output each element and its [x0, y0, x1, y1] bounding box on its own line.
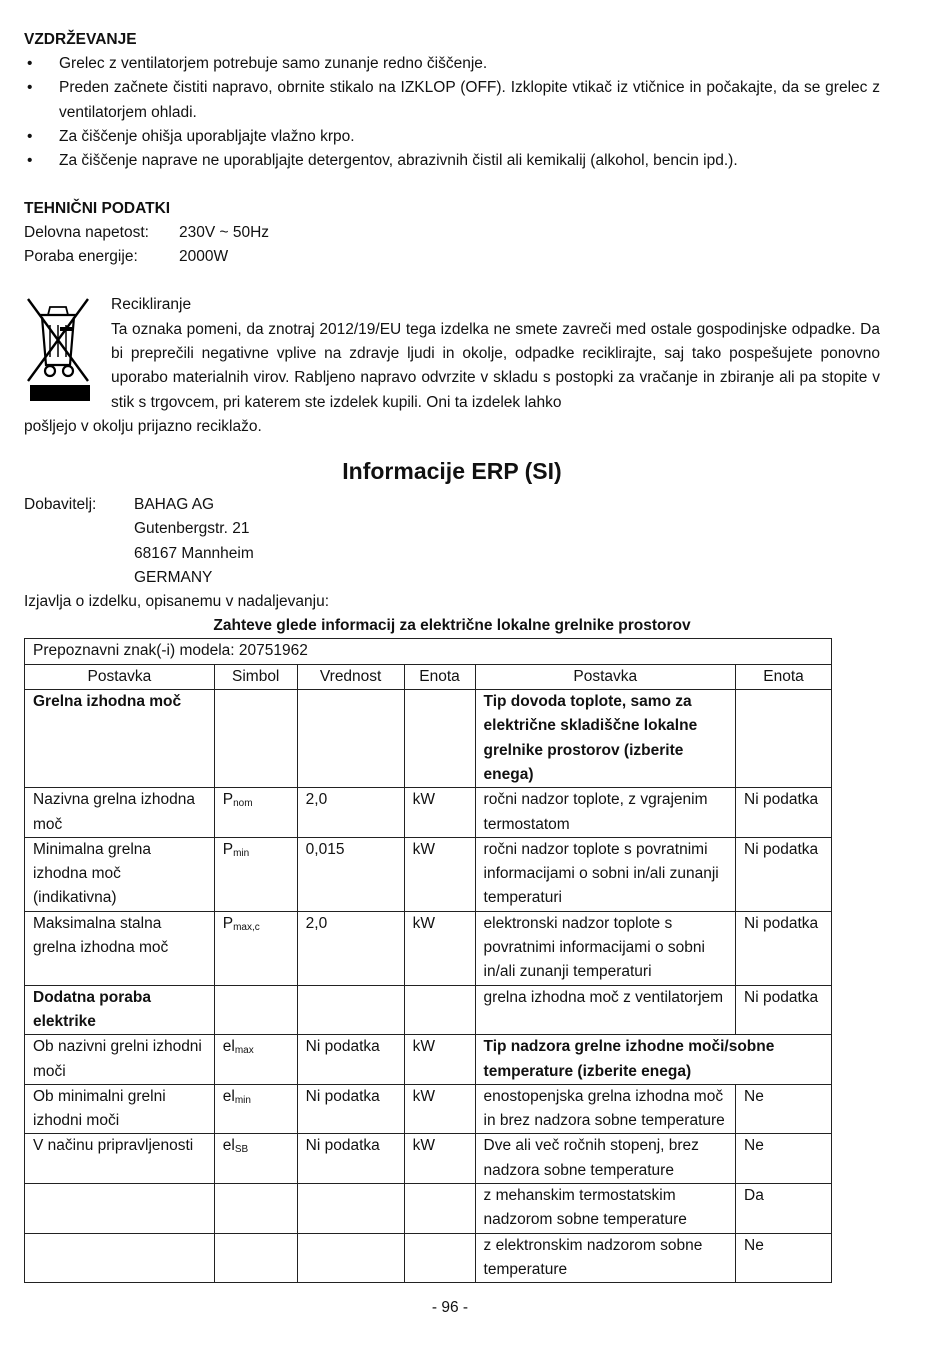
cell-unit-text: kW [412, 1038, 435, 1056]
cell-symbol [214, 788, 297, 838]
table-row [25, 985, 832, 1035]
cell-item [25, 1035, 215, 1085]
cell-value [297, 690, 404, 788]
cell-item-text: V načinu pripravljenosti [33, 1137, 194, 1155]
bullet-icon: • [27, 79, 33, 97]
cell-symbol [214, 1084, 297, 1134]
list-item-text: Preden začnete čistiti napravo, obrnite stikalo na IZKLOP (OFF). Izklopite vtikač iz vtičnice in počakajte, da se grelec z ventilatorjem ohladi. [59, 79, 880, 121]
cell-item [25, 911, 215, 985]
cell-value-text: Ni podatka [305, 1137, 380, 1155]
cell-unit-text: kW [412, 1087, 435, 1105]
cell-unit2 [736, 837, 832, 911]
symbol-subscript: min [234, 1094, 251, 1106]
cell-item2 [475, 837, 736, 911]
supplier-street: Gutenbergstr. 21 [134, 520, 250, 538]
recycling-title: Recikliranje [111, 296, 192, 314]
table-caption: Zahteve glede informacij za električne lokalne grelnike prostorov [213, 617, 691, 635]
cell-symbol [214, 1183, 297, 1233]
recycling-text: Ta oznaka pomeni, da znotraj 2012/19/EU tega izdelka ne smete zavreči med ostale gospodinjske odpadke. Da bi preprečili negativne vplive na zdravje ljudi in okolje, odpadke reciklirajte, saj tako pospešujete ponovno uporabo materialnih virov. Rabljeno napravo odvrzite v skladu s postopki za vračanje in zbiranje ali pa stopite v stik s trgovcem, pri katerem ste izdelek kupili. Oni ta izdelek lahko [111, 320, 880, 411]
cell-item2-text: Tip dovoda toplote, samo za električne skladiščne lokalne grelnike prostorov (izberite enega) [483, 693, 698, 783]
erp-table [24, 638, 832, 1283]
cell-unit2-text: Ni podatka [744, 988, 819, 1006]
supplier-name: BAHAG AG [134, 495, 215, 513]
column-header: Postavka [475, 664, 736, 689]
cell-unit-text: kW [412, 791, 435, 809]
supplier-label: Dobavitelj: [24, 495, 97, 513]
symbol-text: el [222, 1137, 235, 1155]
symbol-subscript: nom [233, 798, 253, 810]
cell-unit-text: kW [412, 914, 435, 932]
cell-item-text: Ob nazivni grelni izhodni moči [33, 1038, 202, 1080]
cell-item [25, 985, 215, 1035]
cell-unit-text: kW [412, 1137, 435, 1155]
cell-item [25, 1084, 215, 1134]
cell-value-text: Ni podatka [305, 1038, 380, 1056]
cell-unit2 [736, 788, 832, 838]
power-value: 2000W [179, 248, 229, 266]
cell-item2 [475, 1035, 831, 1085]
list-item-text: Za čiščenje naprave ne uporabljajte detergentov, abrazivnih čistil ali kemikalij (alkohol, bencin ipd.). [59, 152, 738, 170]
cell-item [25, 1233, 215, 1283]
cell-unit2-text: Ne [744, 1087, 764, 1105]
cell-unit2 [736, 985, 832, 1035]
table-row [25, 690, 832, 788]
supplier-block [24, 493, 880, 614]
cell-unit [404, 1035, 475, 1085]
symbol-subscript: max,c [233, 921, 260, 933]
header-row [25, 664, 832, 689]
power-label: Poraba energije: [24, 248, 138, 266]
voltage-value: 230V ~ 50Hz [179, 224, 270, 242]
cell-item2 [475, 1084, 736, 1134]
supplier-city: 68167 Mannheim [134, 544, 254, 562]
cell-item [25, 788, 215, 838]
cell-symbol [214, 1134, 297, 1184]
power-row [24, 245, 880, 269]
column-header: Enota [404, 664, 475, 689]
cell-item2-text: elektronski nadzor toplote s povratnimi informacijami o sobni in/ali zunanji temperaturi [483, 914, 705, 981]
cell-unit2-text: Ni podatka [744, 791, 819, 809]
column-header: Vrednost [297, 664, 404, 689]
cell-value [297, 985, 404, 1035]
cell-symbol [214, 985, 297, 1035]
symbol-subscript: max [234, 1045, 254, 1057]
voltage-label: Delovna napetost: [24, 224, 149, 242]
cell-value-text: 2,0 [305, 791, 328, 809]
cell-value-text: 2,0 [305, 914, 328, 932]
cell-unit [404, 788, 475, 838]
cell-unit [404, 1134, 475, 1184]
cell-item-text: Maksimalna stalna grelna izhodna moč [33, 914, 169, 957]
cell-item2 [475, 1134, 736, 1184]
model-identifier: Prepoznavni znak(-i) modela: 20751962 [25, 639, 832, 664]
model-row [25, 639, 832, 664]
cell-unit2 [736, 1183, 832, 1233]
cell-value [297, 1233, 404, 1283]
cell-value [297, 1084, 404, 1134]
cell-item2 [475, 985, 736, 1035]
cell-item2-text: ročni nadzor toplote, z vgrajenim termostatom [483, 791, 708, 833]
symbol-text: P [222, 914, 234, 932]
column-header: Postavka [25, 664, 215, 689]
table-row [25, 837, 832, 911]
cell-unit [404, 1084, 475, 1134]
list-item-text: Grelec z ventilatorjem potrebuje samo zunanje redno čiščenje. [59, 55, 488, 72]
erp-title: Informacije ERP (SI) [342, 457, 562, 484]
symbol-text: el [222, 1038, 235, 1056]
list-item-text: Za čiščenje ohišja uporabljajte vlažno krpo. [59, 127, 355, 145]
cell-item2 [475, 690, 736, 788]
cell-item-text: Minimalna grelna izhodna moč (indikativna) [33, 840, 152, 907]
symbol-subscript: min [233, 847, 250, 859]
cell-unit2 [736, 1084, 832, 1134]
table-row [25, 1183, 832, 1233]
cell-unit [404, 837, 475, 911]
list-item [24, 52, 880, 76]
cell-item2-text: ročni nadzor toplote s povratnimi informacijami o sobni in/ali zunanji temperaturi [483, 840, 719, 907]
cell-item2-text: Tip nadzora grelne izhodne moči/sobne temperature (izberite enega) [483, 1038, 775, 1080]
table-row [25, 1035, 832, 1085]
cell-item2 [475, 788, 736, 838]
bullet-icon: • [27, 152, 33, 170]
bullet-icon: • [27, 127, 33, 145]
cell-unit2 [736, 690, 832, 788]
cell-value [297, 788, 404, 838]
voltage-row [24, 221, 880, 245]
cell-unit2-text: Da [744, 1186, 764, 1204]
table-row [25, 788, 832, 838]
cell-item-text: Dodatna poraba elektrike [33, 988, 151, 1030]
cell-value [297, 1134, 404, 1184]
list-item [24, 149, 880, 173]
cell-value-text: 0,015 [305, 840, 345, 858]
cell-unit2-text: Ne [744, 1236, 764, 1254]
page-number: - 96 - [431, 1299, 469, 1316]
cell-value [297, 1183, 404, 1233]
symbol-subscript: SB [234, 1144, 249, 1156]
table-row [25, 1233, 832, 1283]
cell-item-text: Grelna izhodna moč [33, 693, 182, 711]
recycling-section [24, 293, 880, 414]
symbol-text: el [222, 1087, 235, 1105]
cell-item2 [475, 1233, 736, 1283]
supplier-country: GERMANY [134, 568, 213, 586]
cell-value [297, 911, 404, 985]
cell-unit2 [736, 911, 832, 985]
cell-item2-text: grelna izhodna moč z ventilatorjem [483, 988, 724, 1006]
cell-item-text: Nazivna grelna izhodna moč [33, 791, 195, 833]
cell-unit2-text: Ni podatka [744, 914, 819, 932]
cell-unit2-text: Ni podatka [744, 840, 819, 858]
cell-unit [404, 690, 475, 788]
cell-item2-text: Dve ali več ročnih stopenj, brez nadzora sobne temperature [483, 1137, 699, 1179]
cell-unit2-text: Ne [744, 1137, 764, 1155]
symbol-text: P [222, 791, 234, 809]
cell-symbol [214, 911, 297, 985]
recycling-bar [30, 385, 90, 401]
cell-symbol [214, 1233, 297, 1283]
declaration-text: Izjavlja o izdelku, opisanemu v nadaljevanju: [24, 593, 330, 611]
cell-symbol [214, 1035, 297, 1085]
cell-unit [404, 911, 475, 985]
recycling-tail: pošljejo v okolju prijazno reciklažo. [24, 417, 262, 435]
column-header: Simbol [214, 664, 297, 689]
cell-unit [404, 985, 475, 1035]
list-item [24, 125, 880, 149]
cell-item [25, 837, 215, 911]
tech-data-heading: TEHNIČNI PODATKI [24, 200, 171, 218]
cell-symbol [214, 837, 297, 911]
cell-value-text: Ni podatka [305, 1087, 380, 1105]
maintenance-list [24, 52, 880, 173]
table-row [25, 1134, 832, 1184]
table-row [25, 1084, 832, 1134]
cell-item2 [475, 911, 736, 985]
cell-item2 [475, 1183, 736, 1233]
cell-item2-text: enostopenjska grelna izhodna moč in brez nadzora sobne temperature [483, 1087, 725, 1130]
cell-value [297, 837, 404, 911]
cell-item2-text: z elektronskim nadzorom sobne temperature [483, 1236, 703, 1278]
cell-symbol [214, 690, 297, 788]
document-page [24, 28, 880, 1283]
maintenance-heading: VZDRŽEVANJE [24, 31, 137, 48]
list-item [24, 76, 880, 125]
cell-unit2 [736, 1134, 832, 1184]
symbol-text: P [222, 840, 234, 858]
cell-item [25, 1183, 215, 1233]
cell-item-text: Ob minimalni grelni izhodni moči [33, 1087, 166, 1130]
cell-item2-text: z mehanskim termostatskim nadzorom sobne temperature [483, 1186, 687, 1229]
bullet-icon: • [27, 55, 33, 72]
cell-unit [404, 1233, 475, 1283]
cell-item [25, 1134, 215, 1184]
cell-item [25, 690, 215, 788]
cell-unit-text: kW [412, 840, 435, 858]
table-row [25, 911, 832, 985]
cell-value [297, 1035, 404, 1085]
cell-unit [404, 1183, 475, 1233]
cell-unit2 [736, 1233, 832, 1283]
column-header: Enota [736, 664, 832, 689]
